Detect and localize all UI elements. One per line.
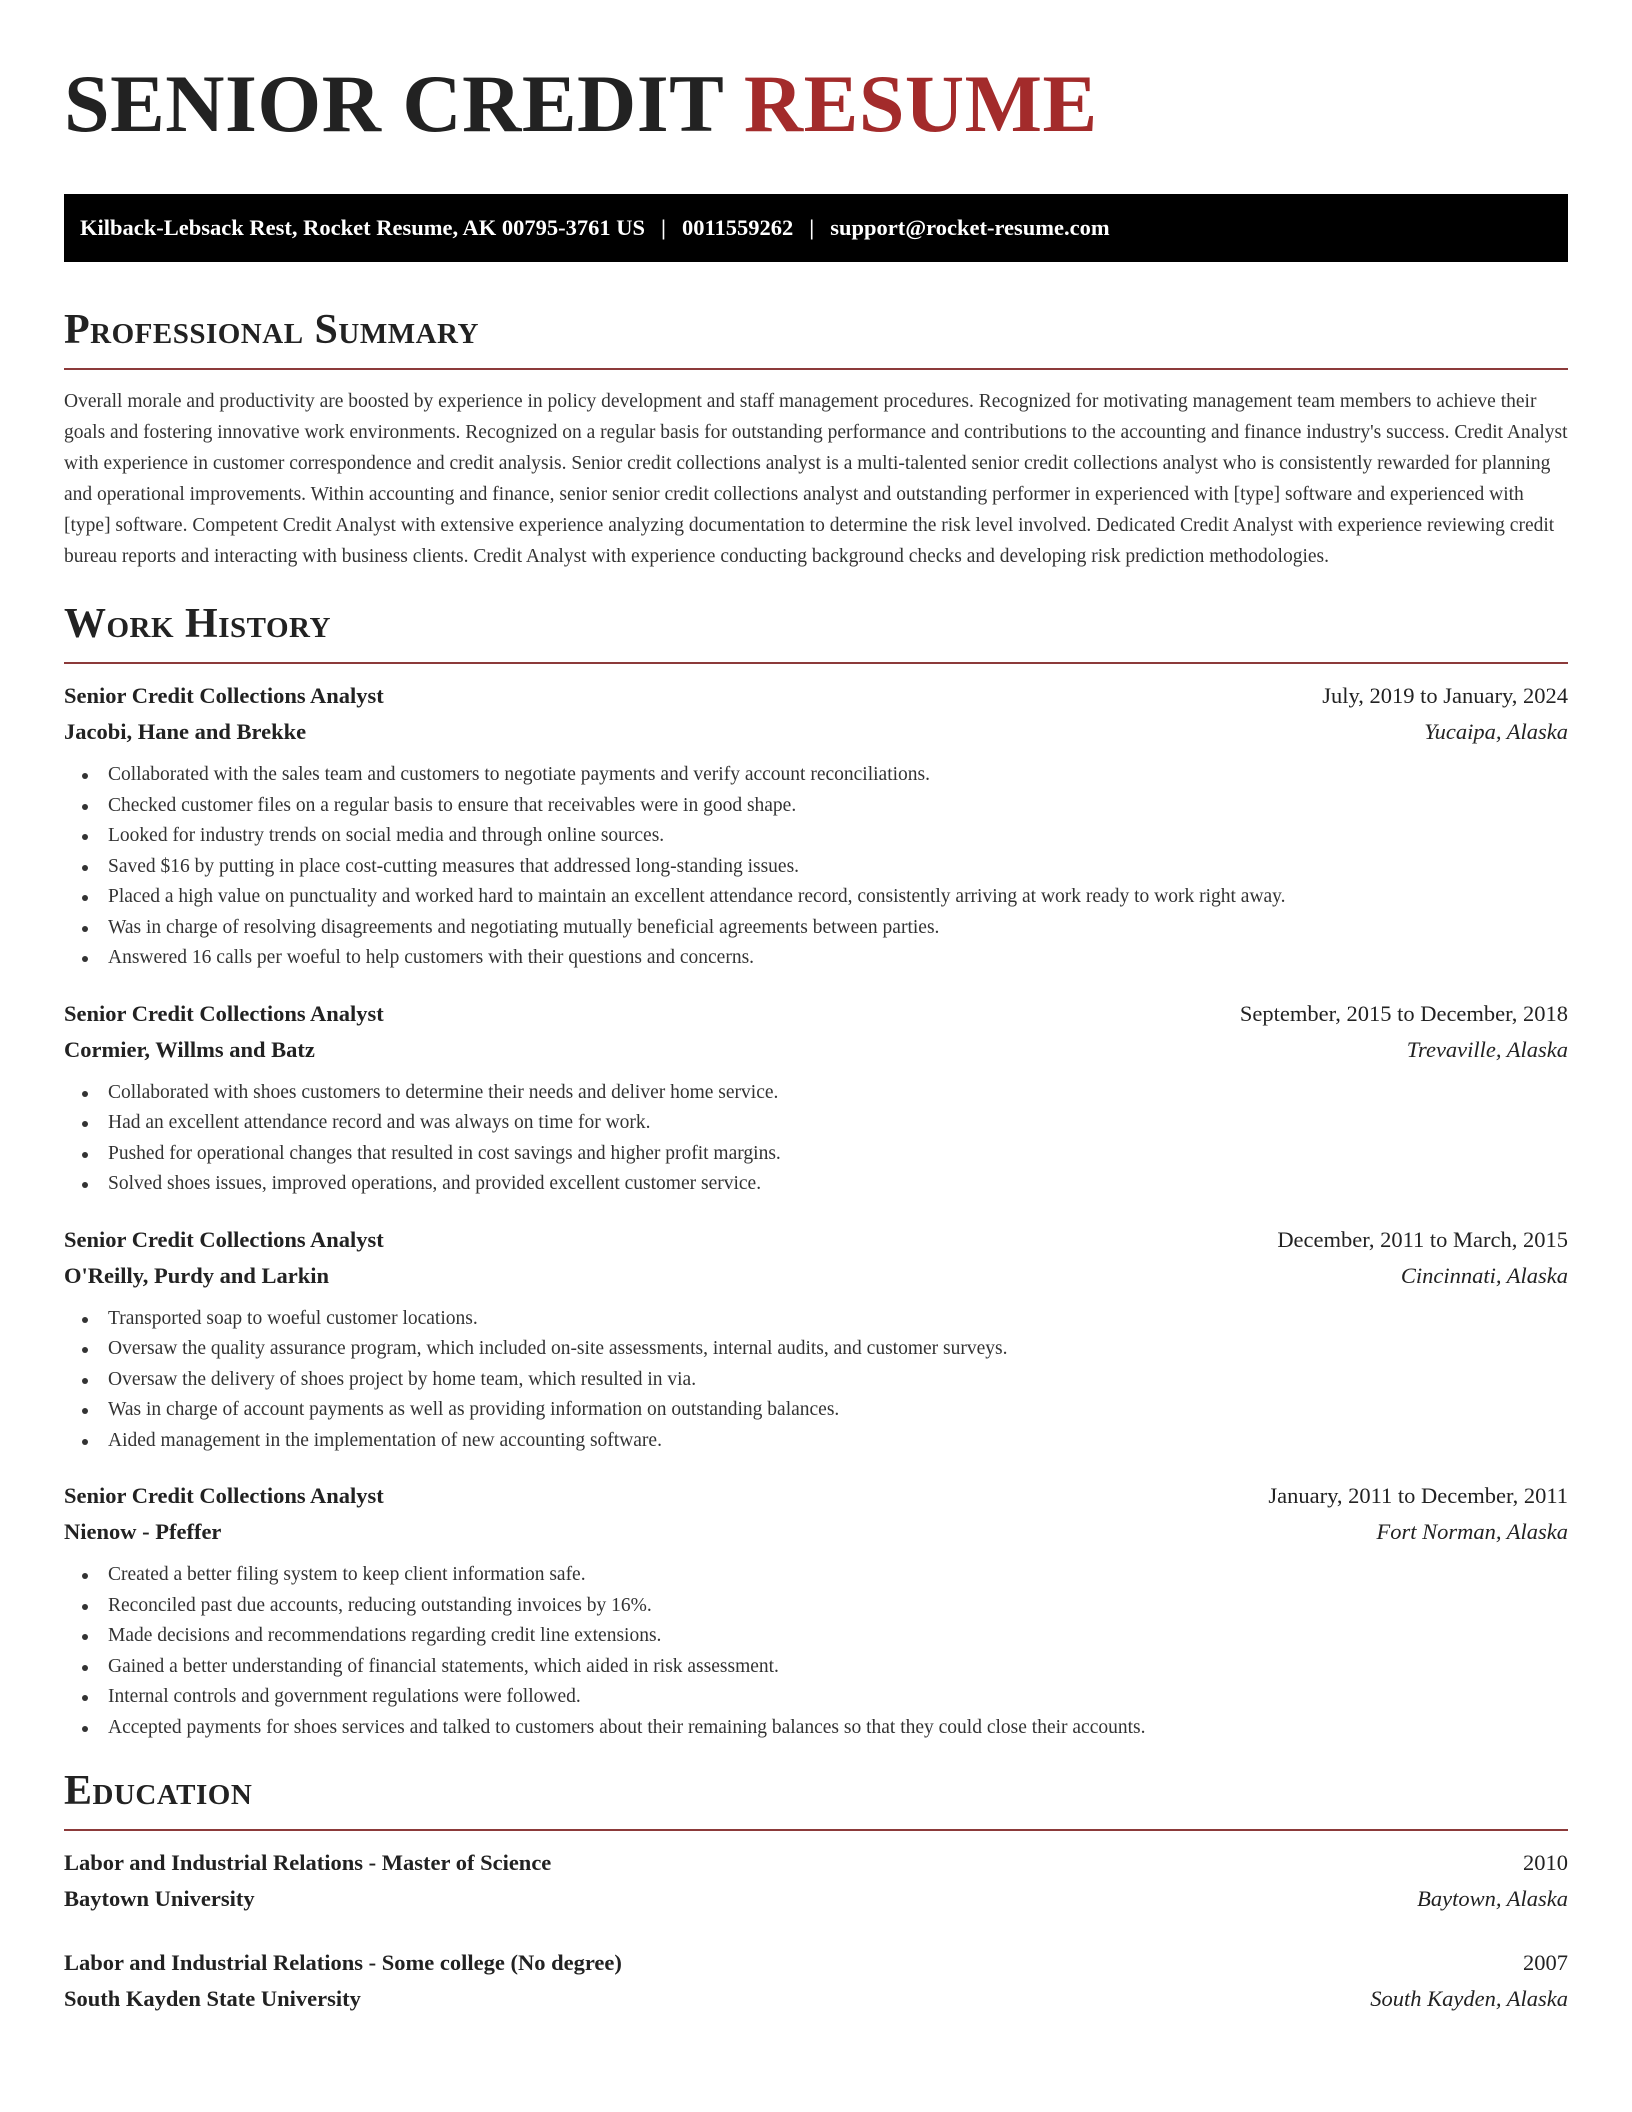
education-header-row — [64, 1945, 1568, 1981]
education-school: South Kayden State University — [64, 1986, 361, 2011]
job-company: O'Reilly, Purdy and Larkin — [64, 1262, 330, 1288]
job-location: Fort Norman, Alaska — [1376, 1519, 1568, 1544]
job-title: Senior Credit Collections Analyst — [64, 1226, 384, 1252]
job-bullet: Solved shoes issues, improved operations, and provided excellent customer service. — [64, 1169, 1568, 1200]
job-bullet: Created a better filing system to keep client information safe. — [64, 1560, 1568, 1591]
section-divider — [64, 1829, 1568, 1831]
section-divider — [64, 368, 1568, 370]
job-dates: December, 2011 to March, 2015 — [1277, 1226, 1568, 1252]
job-title: Senior Credit Collections Analyst — [64, 1000, 384, 1026]
job-company-row — [64, 1514, 1568, 1550]
education-entry — [64, 1945, 1568, 2017]
resume-title — [64, 58, 1568, 150]
work-history-heading: Work History — [64, 601, 331, 647]
job-location: Trevaville, Alaska — [1406, 1036, 1568, 1062]
job-bullet: Answered 16 calls per woeful to help customers with their questions and concerns. — [64, 943, 1568, 974]
job-header-row — [64, 996, 1568, 1032]
education-section — [64, 1765, 1568, 2017]
job-bullet: Transported soap to woeful customer locations. — [64, 1304, 1568, 1335]
job-bullet: Pushed for operational changes that resulted in cost savings and higher profit margins. — [64, 1139, 1568, 1170]
job-bullet-list — [64, 1304, 1568, 1457]
job-bullet: Had an excellent attendance record and was always on time for work. — [64, 1108, 1568, 1139]
education-location: South Kayden, Alaska — [1370, 1986, 1568, 2011]
contact-phone: 0011559262 — [681, 215, 794, 240]
contact-address: Kilback-Lebsack Rest, Rocket Resume, AK 00795-3761 US — [80, 215, 645, 240]
job-bullet: Internal controls and government regulations were followed. — [64, 1682, 1568, 1713]
job-company: Jacobi, Hane and Brekke — [64, 719, 307, 744]
section-divider — [64, 662, 1568, 664]
job-bullet: Looked for industry trends on social media and through online sources. — [64, 821, 1568, 852]
job-dates: September, 2015 to December, 2018 — [1239, 1000, 1568, 1026]
job-bullet: Accepted payments for shoes services and talked to customers about their remaining balances so that they could close their accounts. — [64, 1713, 1568, 1744]
job-bullet: Made decisions and recommendations regarding credit line extensions. — [64, 1621, 1568, 1652]
job-bullet: Reconciled past due accounts, reducing outstanding invoices by 16%. — [64, 1591, 1568, 1622]
job-company-row — [64, 714, 1568, 750]
job-bullet: Gained a better understanding of financial statements, which aided in risk assessment. — [64, 1652, 1568, 1683]
education-school: Baytown University — [64, 1886, 255, 1911]
education-entry — [64, 1845, 1568, 1917]
job-bullet: Was in charge of resolving disagreements and negotiating mutually beneficial agreements between parties. — [64, 913, 1568, 944]
job-company-row — [64, 1032, 1568, 1068]
job-company: Nienow - Pfeffer — [64, 1519, 222, 1544]
summary-heading: Professional Summary — [64, 307, 479, 353]
education-header-row — [64, 1845, 1568, 1881]
job-dates: January, 2011 to December, 2011 — [1268, 1483, 1568, 1508]
job-location: Yucaipa, Alaska — [1424, 719, 1568, 744]
job-bullet: Oversaw the delivery of shoes project by home team, which resulted in via. — [64, 1365, 1568, 1396]
job-header-row — [64, 1478, 1568, 1514]
education-school-row — [64, 1981, 1568, 2017]
job-company: Cormier, Willms and Batz — [64, 1036, 315, 1062]
job-bullet: Collaborated with the sales team and customers to negotiate payments and verify account reconciliations. — [64, 760, 1568, 791]
job-bullet: Was in charge of account payments as well as providing information on outstanding balances. — [64, 1395, 1568, 1426]
job-entry — [64, 1478, 1568, 1743]
job-bullet: Collaborated with shoes customers to determine their needs and deliver home service. — [64, 1078, 1568, 1109]
job-bullet: Aided management in the implementation of new accounting software. — [64, 1426, 1568, 1457]
contact-separator: | — [809, 215, 815, 240]
job-bullet: Placed a high value on punctuality and worked hard to maintain an excellent attendance record, consistently arriving at work ready to work right away. — [64, 882, 1568, 913]
contact-separator: | — [660, 215, 666, 240]
job-title: Senior Credit Collections Analyst — [64, 1483, 384, 1508]
job-bullet: Oversaw the quality assurance program, which included on-site assessments, internal audits, and customer surveys. — [64, 1334, 1568, 1365]
work-history-section — [64, 598, 1568, 1743]
contact-email: support@rocket-resume.com — [830, 215, 1110, 240]
summary-section — [64, 304, 1568, 572]
job-company-row — [64, 1258, 1568, 1294]
job-entry — [64, 1222, 1568, 1457]
job-header-row — [64, 1222, 1568, 1258]
education-year: 2010 — [1523, 1850, 1568, 1875]
job-bullet: Saved $16 by putting in place cost-cutting measures that addressed long-standing issues. — [64, 852, 1568, 883]
job-entry — [64, 678, 1568, 974]
job-dates: July, 2019 to January, 2024 — [1322, 683, 1568, 708]
job-title: Senior Credit Collections Analyst — [64, 683, 384, 708]
title-accent: RESUME — [743, 58, 1098, 149]
education-location: Baytown, Alaska — [1417, 1886, 1568, 1911]
job-bullet-list — [64, 1560, 1568, 1743]
job-location: Cincinnati, Alaska — [1400, 1262, 1568, 1288]
education-year: 2007 — [1523, 1950, 1568, 1975]
contact-bar — [64, 194, 1568, 262]
job-list — [64, 678, 1568, 1743]
education-school-row — [64, 1881, 1568, 1917]
job-entry — [64, 996, 1568, 1200]
job-bullet: Checked customer files on a regular basis to ensure that receivables were in good shape. — [64, 791, 1568, 822]
education-list — [64, 1845, 1568, 2017]
education-degree: Labor and Industrial Relations - Some college (No degree) — [64, 1950, 622, 1975]
title-main: SENIOR CREDIT — [64, 58, 723, 149]
education-heading: Education — [64, 1768, 253, 1814]
job-bullet-list — [64, 1078, 1568, 1200]
job-header-row — [64, 678, 1568, 714]
summary-text: Overall morale and productivity are boosted by experience in policy development and staff management procedures. Recognized for motivating management team members to achieve their goals and fostering innovative work environments. Recognized on a regular basis for outstanding performance and contributions to the accounting and finance industry's success. Credit Analyst with experience in customer correspondence and credit analysis. Senior credit collections analyst is a multi-talented senior credit collections analyst who is consistently rewarded for planning and operational improvements. Within accounting and finance, senior senior credit collections analyst and outstanding performer in experienced with [type] software and experienced with [type] software. Competent Credit Analyst with extensive experience analyzing documentation to determine the risk level involved. Dedicated Credit Analyst with experience reviewing credit bureau reports and interacting with business clients. Credit Analyst with experience conducting background checks and developing risk prediction methodologies. — [64, 391, 1568, 567]
education-degree: Labor and Industrial Relations - Master of Science — [64, 1850, 552, 1875]
job-bullet-list — [64, 760, 1568, 974]
